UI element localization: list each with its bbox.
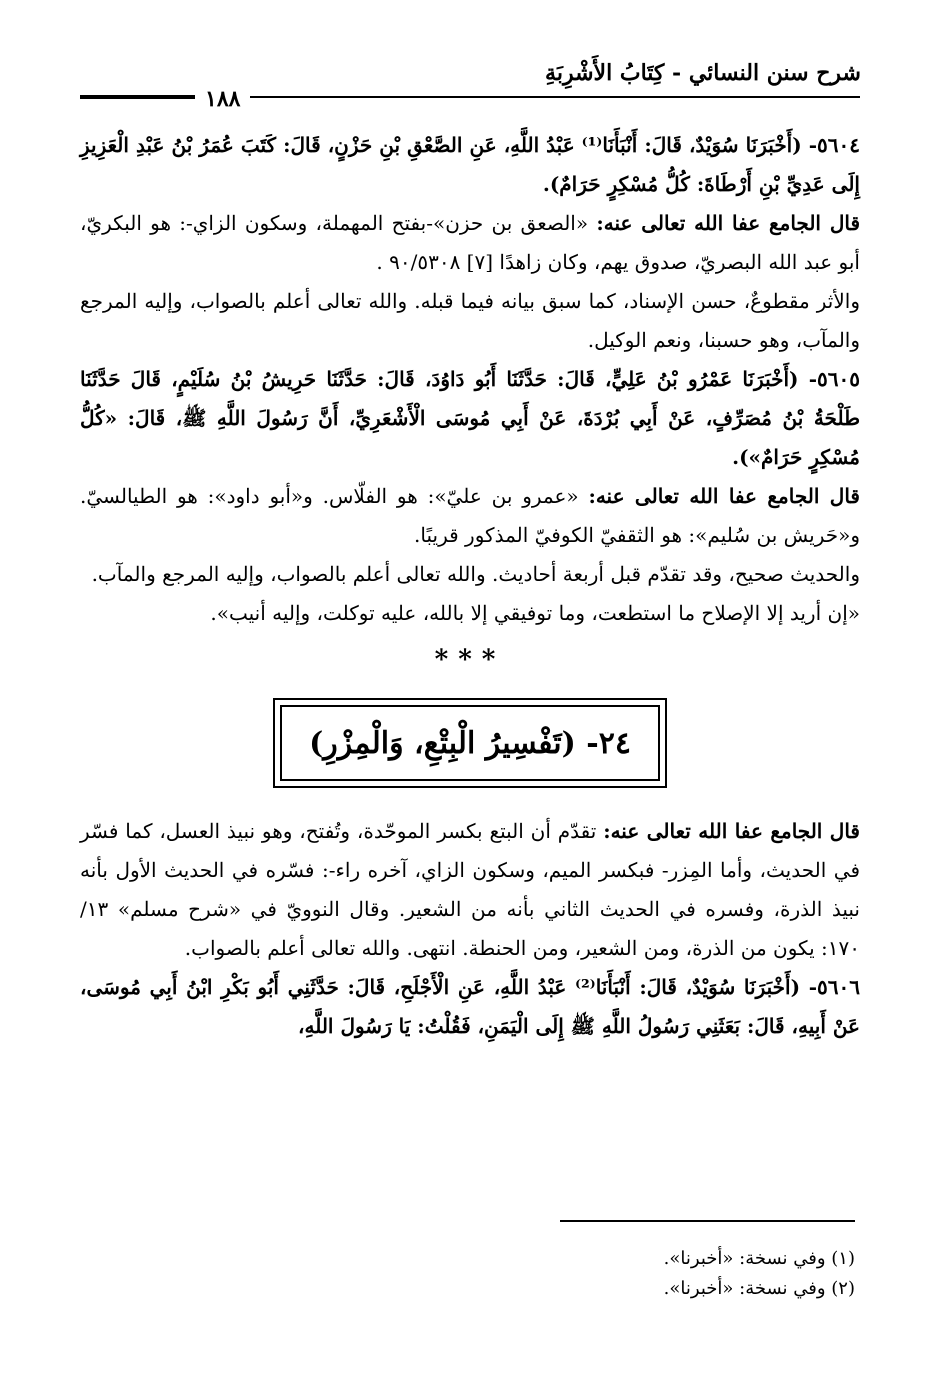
footnote-2: (٢) وفي نسخة: «أخبرنا». (663, 1278, 855, 1299)
commentary-text: «عمرو بن عليّ»: هو الفلّاس. و«أبو داود»: هو الطيالسيّ. و«حَريش بن سُليم»: هو الثقفيّ الكوفيّ المذكور قريبًا. (80, 484, 860, 547)
commentary-lead: قال الجامع عفا الله تعالى عنه: (596, 211, 861, 235)
footnotes (355, 1244, 855, 1304)
footnote-rule (560, 1220, 855, 1222)
hadith-5606: ٥٦٠٦- (أَخْبَرَنَا سُوَيْدٌ، قَالَ: أَنْبَأَنَا⁽²⁾ عَبْدُ اللَّهِ، عَنِ الْأَجْلَحِ، قَالَ: حَدَّثَنِي أَبُو بَكْرِ ابْنُ أَبِي مُوسَى، عَنْ أَبِيهِ، قَالَ: بَعَثَنِي رَسُولُ اللَّهِ ﷺ إِلَى الْيَمَنِ، فَقُلْتُ: يَا رَسُولَ اللَّهِ، (80, 975, 861, 1038)
chapter-title: ٢٤- (تَفْسِيرُ الْبِتْعِ، وَالْمِزْرِ) (280, 705, 660, 781)
hadith-5604: ٥٦٠٤- (أَخْبَرَنَا سُوَيْدٌ، قَالَ: أَنْبَأَنَا⁽¹⁾ عَبْدُ اللَّهِ، عَنِ الصَّعْقِ بْنِ حَزْنٍ، قَالَ: كَتَبَ عُمَرُ بْنُ عَبْدِ الْعَزِيزِ إِلَى عَدِيِّ بْنِ أَرْطَاةَ: كُلُّ مُسْكِرٍ حَرَامٌ). (80, 133, 861, 196)
commentary-paragraph (80, 477, 860, 555)
page-number: ١٨٨ (195, 86, 250, 112)
running-header-title: شرح سنن النسائي - كِتَابُ الأَشْرِبَةِ (545, 60, 861, 86)
commentary-paragraph (80, 812, 860, 968)
text-paragraph: والأثر مقطوعٌ، حسن الإسناد، كما سبق بيانه فيما قبله. والله تعالى أعلم بالصواب، وإليه المرجع والمآب، وهو حسبنا، ونعم الوكيل. (80, 289, 860, 352)
section-separator: *** (434, 645, 506, 675)
footnote-1: (١) وفي نسخة: «أخبرنا». (663, 1248, 855, 1269)
closing-quote: «إن أريد إلا الإصلاح ما استطعت، وما توفيقي إلا بالله، عليه توكلت، وإليه أنيب». (210, 601, 860, 625)
text-paragraph: والحديث صحيح، وقد تقدّم قبل أربعة أحاديث. والله تعالى أعلم بالصواب، وإليه المرجع والمآب. (91, 562, 860, 586)
commentary-lead: قال الجامع عفا الله تعالى عنه: (603, 819, 860, 843)
commentary-paragraph (80, 204, 860, 282)
chapter-heading-box (273, 698, 667, 788)
commentary-text: «الصعق بن حزن»-بفتح المهملة، وسكون الزاي-: هو البكريّ، أبو عبد الله البصريّ، صدوق يهم، وكان زاهدًا [٧] ٩٠/٥٣٠٨ . (80, 211, 860, 274)
hadith-5605: ٥٦٠٥- (أَخْبَرَنَا عَمْرُو بْنُ عَلِيٍّ، قَالَ: حَدَّثَنَا أَبُو دَاوُدَ، قَالَ: حَدَّثَنَا حَرِيشُ بْنُ سُلَيْمٍ، قَالَ حَدَّثَنَا طَلْحَةُ بْنُ مُصَرِّفٍ، عَنْ أَبِي بُرْدَةَ، عَنْ أَبِي مُوسَى الْأَشْعَرِيِّ، أَنَّ رَسُولَ اللَّهِ ﷺ، قَالَ: «كُلُّ مُسْكِرٍ حَرَامٌ»). (80, 367, 860, 469)
commentary-text: تقدّم أن البتع بكسر الموحّدة، وتُفتح، وهو نبيذ العسل، كما فسّر في الحديث، وأما المِزر- فبكسر الميم، وسكون الزاي، آخره راء-: فسّره في الحديث الأول بأنه نبيذ الذرة، وفسره في الحديث الثاني بأنه من الشعير. وقال النوويّ في «شرح مسلم» ١٣/ ١٧٠: يكون من الذرة، ومن الشعير، ومن الحنطة. انتهى. والله تعالى أعلم بالصواب. (80, 819, 860, 960)
commentary-lead: قال الجامع عفا الله تعالى عنه: (588, 484, 860, 508)
body-text (80, 126, 860, 1046)
